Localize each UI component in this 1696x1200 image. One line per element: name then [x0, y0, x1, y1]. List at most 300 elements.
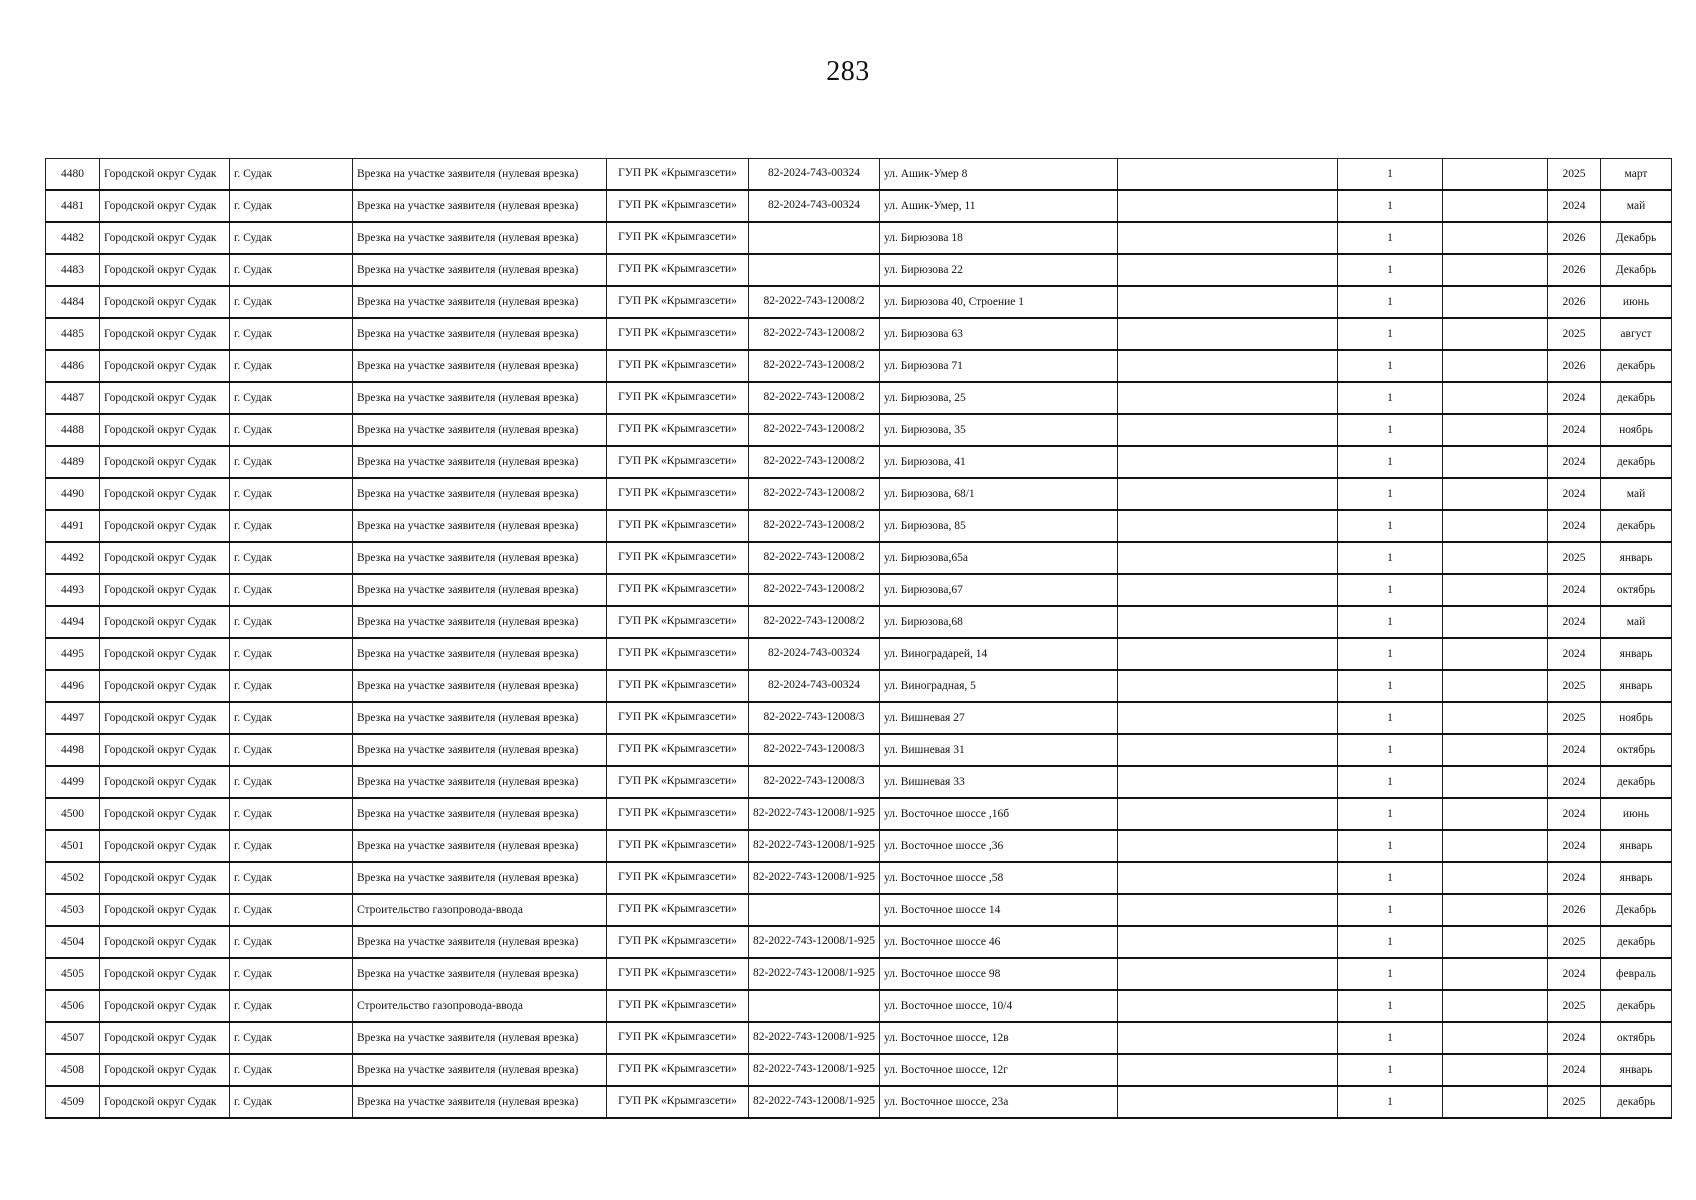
- quantity-cell: 1: [1338, 222, 1443, 254]
- address-cell: ул. Бирюзова,68: [880, 606, 1118, 638]
- blank-cell: [1118, 222, 1338, 254]
- row-number-cell: 4504: [46, 926, 100, 958]
- city-cell: г. Судак: [230, 990, 353, 1022]
- organization-cell: ГУП РК «Крымгазсети»: [607, 318, 749, 350]
- year-cell: 2024: [1548, 382, 1601, 414]
- month-cell: декабрь: [1601, 766, 1672, 798]
- blank-cell: [1118, 894, 1338, 926]
- city-cell: г. Судак: [230, 926, 353, 958]
- quantity-cell: 1: [1338, 734, 1443, 766]
- year-cell: 2025: [1548, 1086, 1601, 1118]
- month-cell: февраль: [1601, 958, 1672, 990]
- organization-cell: ГУП РК «Крымгазсети»: [607, 510, 749, 542]
- district-cell: Городской округ Судак: [100, 542, 230, 574]
- blank-cell: [1443, 606, 1548, 638]
- quantity-cell: 1: [1338, 159, 1443, 191]
- city-cell: г. Судак: [230, 1086, 353, 1118]
- registration-number-cell: 82-2024-743-00324: [749, 190, 880, 222]
- month-cell: январь: [1601, 542, 1672, 574]
- city-cell: г. Судак: [230, 382, 353, 414]
- organization-cell: ГУП РК «Крымгазсети»: [607, 222, 749, 254]
- blank-cell: [1118, 798, 1338, 830]
- month-cell: декабрь: [1601, 510, 1672, 542]
- registration-number-cell: 82-2022-743-12008/2: [749, 606, 880, 638]
- year-cell: 2024: [1548, 190, 1601, 222]
- registration-number-cell: 82-2022-743-12008/1-925: [749, 926, 880, 958]
- work-type-cell: Врезка на участке заявителя (нулевая врезка): [353, 159, 607, 191]
- year-cell: 2024: [1548, 478, 1601, 510]
- table-row: [46, 766, 1672, 798]
- blank-cell: [1443, 670, 1548, 702]
- quantity-cell: 1: [1338, 254, 1443, 286]
- month-cell: январь: [1601, 862, 1672, 894]
- year-cell: 2026: [1548, 222, 1601, 254]
- quantity-cell: 1: [1338, 670, 1443, 702]
- work-type-cell: Врезка на участке заявителя (нулевая врезка): [353, 510, 607, 542]
- row-number-cell: 4493: [46, 574, 100, 606]
- table-row: [46, 1054, 1672, 1086]
- registration-number-cell: 82-2022-743-12008/2: [749, 382, 880, 414]
- work-type-cell: Врезка на участке заявителя (нулевая врезка): [353, 606, 607, 638]
- table-row: [46, 286, 1672, 318]
- year-cell: 2024: [1548, 798, 1601, 830]
- row-number-cell: 4491: [46, 510, 100, 542]
- city-cell: г. Судак: [230, 1054, 353, 1086]
- district-cell: Городской округ Судак: [100, 862, 230, 894]
- registration-number-cell: 82-2022-743-12008/3: [749, 734, 880, 766]
- district-cell: Городской округ Судак: [100, 606, 230, 638]
- quantity-cell: 1: [1338, 926, 1443, 958]
- work-type-cell: Врезка на участке заявителя (нулевая врезка): [353, 766, 607, 798]
- row-number-cell: 4483: [46, 254, 100, 286]
- row-number-cell: 4507: [46, 1022, 100, 1054]
- row-number-cell: 4486: [46, 350, 100, 382]
- table-row: [46, 702, 1672, 734]
- month-cell: январь: [1601, 638, 1672, 670]
- registration-number-cell: 82-2022-743-12008/2: [749, 414, 880, 446]
- registration-number-cell: [749, 894, 880, 926]
- blank-cell: [1443, 414, 1548, 446]
- blank-cell: [1443, 574, 1548, 606]
- month-cell: август: [1601, 318, 1672, 350]
- year-cell: 2025: [1548, 702, 1601, 734]
- city-cell: г. Судак: [230, 830, 353, 862]
- row-number-cell: 4485: [46, 318, 100, 350]
- register-body: [46, 159, 1672, 1119]
- blank-cell: [1118, 510, 1338, 542]
- blank-cell: [1118, 446, 1338, 478]
- blank-cell: [1118, 542, 1338, 574]
- address-cell: ул. Вишневая 31: [880, 734, 1118, 766]
- address-cell: ул. Бирюзова 18: [880, 222, 1118, 254]
- blank-cell: [1118, 382, 1338, 414]
- row-number-cell: 4501: [46, 830, 100, 862]
- district-cell: Городской округ Судак: [100, 159, 230, 191]
- address-cell: ул. Восточное шоссе 14: [880, 894, 1118, 926]
- month-cell: июнь: [1601, 798, 1672, 830]
- year-cell: 2026: [1548, 254, 1601, 286]
- work-type-cell: Врезка на участке заявителя (нулевая врезка): [353, 414, 607, 446]
- row-number-cell: 4503: [46, 894, 100, 926]
- district-cell: Городской округ Судак: [100, 926, 230, 958]
- registration-number-cell: 82-2022-743-12008/2: [749, 478, 880, 510]
- year-cell: 2025: [1548, 670, 1601, 702]
- registration-number-cell: 82-2022-743-12008/2: [749, 286, 880, 318]
- month-cell: декабрь: [1601, 446, 1672, 478]
- year-cell: 2024: [1548, 574, 1601, 606]
- blank-cell: [1118, 190, 1338, 222]
- work-type-cell: Врезка на участке заявителя (нулевая врезка): [353, 798, 607, 830]
- city-cell: г. Судак: [230, 478, 353, 510]
- blank-cell: [1118, 734, 1338, 766]
- work-type-cell: Врезка на участке заявителя (нулевая врезка): [353, 702, 607, 734]
- month-cell: январь: [1601, 670, 1672, 702]
- month-cell: Декабрь: [1601, 222, 1672, 254]
- city-cell: г. Судак: [230, 510, 353, 542]
- blank-cell: [1118, 1022, 1338, 1054]
- table-row: [46, 574, 1672, 606]
- quantity-cell: 1: [1338, 350, 1443, 382]
- table-row: [46, 542, 1672, 574]
- year-cell: 2024: [1548, 414, 1601, 446]
- work-type-cell: Врезка на участке заявителя (нулевая врезка): [353, 830, 607, 862]
- year-cell: 2025: [1548, 926, 1601, 958]
- work-type-cell: Врезка на участке заявителя (нулевая врезка): [353, 382, 607, 414]
- organization-cell: ГУП РК «Крымгазсети»: [607, 766, 749, 798]
- organization-cell: ГУП РК «Крымгазсети»: [607, 446, 749, 478]
- blank-cell: [1118, 286, 1338, 318]
- table-row: [46, 734, 1672, 766]
- quantity-cell: 1: [1338, 990, 1443, 1022]
- city-cell: г. Судак: [230, 1022, 353, 1054]
- district-cell: Городской округ Судак: [100, 990, 230, 1022]
- organization-cell: ГУП РК «Крымгазсети»: [607, 382, 749, 414]
- city-cell: г. Судак: [230, 350, 353, 382]
- work-type-cell: Строительство газопровода-ввода: [353, 894, 607, 926]
- table-row: [46, 190, 1672, 222]
- city-cell: г. Судак: [230, 894, 353, 926]
- city-cell: г. Судак: [230, 222, 353, 254]
- quantity-cell: 1: [1338, 894, 1443, 926]
- month-cell: январь: [1601, 1054, 1672, 1086]
- district-cell: Городской округ Судак: [100, 1022, 230, 1054]
- address-cell: ул. Восточное шоссе 46: [880, 926, 1118, 958]
- address-cell: ул. Ашик-Умер 8: [880, 159, 1118, 191]
- organization-cell: ГУП РК «Крымгазсети»: [607, 1086, 749, 1118]
- quantity-cell: 1: [1338, 830, 1443, 862]
- blank-cell: [1443, 702, 1548, 734]
- table-row: [46, 894, 1672, 926]
- blank-cell: [1118, 254, 1338, 286]
- city-cell: г. Судак: [230, 606, 353, 638]
- table-row: [46, 414, 1672, 446]
- work-type-cell: Врезка на участке заявителя (нулевая врезка): [353, 734, 607, 766]
- blank-cell: [1443, 478, 1548, 510]
- blank-cell: [1443, 318, 1548, 350]
- table-row: [46, 958, 1672, 990]
- registration-number-cell: 82-2022-743-12008/2: [749, 542, 880, 574]
- quantity-cell: 1: [1338, 862, 1443, 894]
- month-cell: январь: [1601, 830, 1672, 862]
- quantity-cell: 1: [1338, 606, 1443, 638]
- blank-cell: [1443, 286, 1548, 318]
- quantity-cell: 1: [1338, 190, 1443, 222]
- table-row: [46, 862, 1672, 894]
- organization-cell: ГУП РК «Крымгазсети»: [607, 574, 749, 606]
- district-cell: Городской округ Судак: [100, 510, 230, 542]
- blank-cell: [1118, 830, 1338, 862]
- address-cell: ул. Восточное шоссе 98: [880, 958, 1118, 990]
- table-row: [46, 1086, 1672, 1118]
- blank-cell: [1443, 1022, 1548, 1054]
- registration-number-cell: 82-2022-743-12008/1-925: [749, 1022, 880, 1054]
- month-cell: Декабрь: [1601, 894, 1672, 926]
- district-cell: Городской округ Судак: [100, 350, 230, 382]
- month-cell: октябрь: [1601, 574, 1672, 606]
- blank-cell: [1443, 1054, 1548, 1086]
- table-row: [46, 478, 1672, 510]
- registration-number-cell: 82-2024-743-00324: [749, 670, 880, 702]
- registration-number-cell: 82-2022-743-12008/1-925: [749, 862, 880, 894]
- city-cell: г. Судак: [230, 446, 353, 478]
- month-cell: декабрь: [1601, 926, 1672, 958]
- work-type-cell: Врезка на участке заявителя (нулевая врезка): [353, 318, 607, 350]
- row-number-cell: 4506: [46, 990, 100, 1022]
- row-number-cell: 4505: [46, 958, 100, 990]
- city-cell: г. Судак: [230, 190, 353, 222]
- month-cell: май: [1601, 190, 1672, 222]
- address-cell: ул. Бирюзова 22: [880, 254, 1118, 286]
- table-row: [46, 222, 1672, 254]
- registration-number-cell: 82-2022-743-12008/3: [749, 766, 880, 798]
- city-cell: г. Судак: [230, 159, 353, 191]
- organization-cell: ГУП РК «Крымгазсети»: [607, 159, 749, 191]
- registration-number-cell: 82-2024-743-00324: [749, 159, 880, 191]
- registration-number-cell: 82-2022-743-12008/1-925: [749, 798, 880, 830]
- blank-cell: [1443, 894, 1548, 926]
- blank-cell: [1443, 254, 1548, 286]
- address-cell: ул. Бирюзова,67: [880, 574, 1118, 606]
- organization-cell: ГУП РК «Крымгазсети»: [607, 414, 749, 446]
- city-cell: г. Судак: [230, 734, 353, 766]
- year-cell: 2024: [1548, 830, 1601, 862]
- blank-cell: [1443, 382, 1548, 414]
- district-cell: Городской округ Судак: [100, 702, 230, 734]
- row-number-cell: 4496: [46, 670, 100, 702]
- address-cell: ул. Виноградарей, 14: [880, 638, 1118, 670]
- address-cell: ул. Бирюзова, 68/1: [880, 478, 1118, 510]
- address-cell: ул. Бирюзова, 85: [880, 510, 1118, 542]
- table-row: [46, 254, 1672, 286]
- city-cell: г. Судак: [230, 574, 353, 606]
- table-row: [46, 510, 1672, 542]
- organization-cell: ГУП РК «Крымгазсети»: [607, 1054, 749, 1086]
- year-cell: 2025: [1548, 990, 1601, 1022]
- address-cell: ул. Восточное шоссе ,16б: [880, 798, 1118, 830]
- work-type-cell: Врезка на участке заявителя (нулевая врезка): [353, 670, 607, 702]
- year-cell: 2025: [1548, 542, 1601, 574]
- month-cell: октябрь: [1601, 1022, 1672, 1054]
- organization-cell: ГУП РК «Крымгазсети»: [607, 542, 749, 574]
- row-number-cell: 4480: [46, 159, 100, 191]
- district-cell: Городской округ Судак: [100, 670, 230, 702]
- district-cell: Городской округ Судак: [100, 318, 230, 350]
- month-cell: май: [1601, 478, 1672, 510]
- quantity-cell: 1: [1338, 286, 1443, 318]
- blank-cell: [1118, 574, 1338, 606]
- quantity-cell: 1: [1338, 574, 1443, 606]
- district-cell: Городской округ Судак: [100, 798, 230, 830]
- quantity-cell: 1: [1338, 542, 1443, 574]
- district-cell: Городской округ Судак: [100, 382, 230, 414]
- year-cell: 2025: [1548, 159, 1601, 191]
- work-type-cell: Врезка на участке заявителя (нулевая врезка): [353, 190, 607, 222]
- district-cell: Городской округ Судак: [100, 478, 230, 510]
- city-cell: г. Судак: [230, 958, 353, 990]
- quantity-cell: 1: [1338, 478, 1443, 510]
- table-row: [46, 670, 1672, 702]
- year-cell: 2024: [1548, 766, 1601, 798]
- organization-cell: ГУП РК «Крымгазсети»: [607, 606, 749, 638]
- blank-cell: [1118, 702, 1338, 734]
- city-cell: г. Судак: [230, 638, 353, 670]
- quantity-cell: 1: [1338, 510, 1443, 542]
- blank-cell: [1443, 446, 1548, 478]
- register-table: [45, 158, 1672, 1119]
- registration-number-cell: 82-2022-743-12008/2: [749, 318, 880, 350]
- month-cell: ноябрь: [1601, 414, 1672, 446]
- work-type-cell: Врезка на участке заявителя (нулевая врезка): [353, 1054, 607, 1086]
- row-number-cell: 4502: [46, 862, 100, 894]
- work-type-cell: Врезка на участке заявителя (нулевая врезка): [353, 286, 607, 318]
- table-row: [46, 318, 1672, 350]
- year-cell: 2026: [1548, 286, 1601, 318]
- work-type-cell: Врезка на участке заявителя (нулевая врезка): [353, 254, 607, 286]
- blank-cell: [1443, 350, 1548, 382]
- organization-cell: ГУП РК «Крымгазсети»: [607, 702, 749, 734]
- blank-cell: [1443, 798, 1548, 830]
- city-cell: г. Судак: [230, 318, 353, 350]
- city-cell: г. Судак: [230, 542, 353, 574]
- district-cell: Городской округ Судак: [100, 254, 230, 286]
- district-cell: Городской округ Судак: [100, 574, 230, 606]
- blank-cell: [1118, 670, 1338, 702]
- address-cell: ул. Восточное шоссе, 10/4: [880, 990, 1118, 1022]
- address-cell: ул. Виноградная, 5: [880, 670, 1118, 702]
- month-cell: октябрь: [1601, 734, 1672, 766]
- work-type-cell: Врезка на участке заявителя (нулевая врезка): [353, 1022, 607, 1054]
- table-row: [46, 606, 1672, 638]
- district-cell: Городской округ Судак: [100, 638, 230, 670]
- quantity-cell: 1: [1338, 766, 1443, 798]
- year-cell: 2024: [1548, 862, 1601, 894]
- address-cell: ул. Бирюзова 63: [880, 318, 1118, 350]
- blank-cell: [1443, 862, 1548, 894]
- work-type-cell: Врезка на участке заявителя (нулевая врезка): [353, 222, 607, 254]
- organization-cell: ГУП РК «Крымгазсети»: [607, 990, 749, 1022]
- district-cell: Городской округ Судак: [100, 190, 230, 222]
- quantity-cell: 1: [1338, 1022, 1443, 1054]
- work-type-cell: Врезка на участке заявителя (нулевая врезка): [353, 1086, 607, 1118]
- district-cell: Городской округ Судак: [100, 286, 230, 318]
- city-cell: г. Судак: [230, 798, 353, 830]
- address-cell: ул. Восточное шоссе, 12г: [880, 1054, 1118, 1086]
- quantity-cell: 1: [1338, 1086, 1443, 1118]
- month-cell: декабрь: [1601, 990, 1672, 1022]
- row-number-cell: 4495: [46, 638, 100, 670]
- address-cell: ул. Вишневая 33: [880, 766, 1118, 798]
- registration-number-cell: 82-2022-743-12008/3: [749, 702, 880, 734]
- year-cell: 2024: [1548, 958, 1601, 990]
- table-row: [46, 830, 1672, 862]
- table-row: [46, 1022, 1672, 1054]
- blank-cell: [1118, 1086, 1338, 1118]
- quantity-cell: 1: [1338, 1054, 1443, 1086]
- registration-number-cell: 82-2022-743-12008/1-925: [749, 1054, 880, 1086]
- work-type-cell: Врезка на участке заявителя (нулевая врезка): [353, 862, 607, 894]
- address-cell: ул. Восточное шоссе, 12в: [880, 1022, 1118, 1054]
- blank-cell: [1443, 510, 1548, 542]
- organization-cell: ГУП РК «Крымгазсети»: [607, 958, 749, 990]
- city-cell: г. Судак: [230, 254, 353, 286]
- blank-cell: [1443, 1086, 1548, 1118]
- work-type-cell: Врезка на участке заявителя (нулевая врезка): [353, 958, 607, 990]
- row-number-cell: 4500: [46, 798, 100, 830]
- year-cell: 2025: [1548, 318, 1601, 350]
- month-cell: май: [1601, 606, 1672, 638]
- organization-cell: ГУП РК «Крымгазсети»: [607, 798, 749, 830]
- district-cell: Городской округ Судак: [100, 958, 230, 990]
- address-cell: ул. Бирюзова, 35: [880, 414, 1118, 446]
- month-cell: декабрь: [1601, 350, 1672, 382]
- district-cell: Городской округ Судак: [100, 414, 230, 446]
- blank-cell: [1118, 350, 1338, 382]
- table-row: [46, 382, 1672, 414]
- row-number-cell: 4509: [46, 1086, 100, 1118]
- registration-number-cell: 82-2024-743-00324: [749, 638, 880, 670]
- registration-number-cell: 82-2022-743-12008/1-925: [749, 830, 880, 862]
- year-cell: 2024: [1548, 446, 1601, 478]
- address-cell: ул. Восточное шоссе ,58: [880, 862, 1118, 894]
- table-row: [46, 446, 1672, 478]
- registration-number-cell: 82-2022-743-12008/2: [749, 350, 880, 382]
- blank-cell: [1118, 638, 1338, 670]
- district-cell: Городской округ Судак: [100, 1086, 230, 1118]
- district-cell: Городской округ Судак: [100, 734, 230, 766]
- row-number-cell: 4508: [46, 1054, 100, 1086]
- organization-cell: ГУП РК «Крымгазсети»: [607, 1022, 749, 1054]
- quantity-cell: 1: [1338, 318, 1443, 350]
- district-cell: Городской округ Судак: [100, 766, 230, 798]
- organization-cell: ГУП РК «Крымгазсети»: [607, 286, 749, 318]
- blank-cell: [1118, 958, 1338, 990]
- address-cell: ул. Бирюзова 40, Строение 1: [880, 286, 1118, 318]
- work-type-cell: Врезка на участке заявителя (нулевая врезка): [353, 574, 607, 606]
- registration-number-cell: 82-2022-743-12008/2: [749, 446, 880, 478]
- blank-cell: [1118, 478, 1338, 510]
- quantity-cell: 1: [1338, 798, 1443, 830]
- district-cell: Городской округ Судак: [100, 222, 230, 254]
- row-number-cell: 4490: [46, 478, 100, 510]
- registration-number-cell: 82-2022-743-12008/1-925: [749, 1086, 880, 1118]
- address-cell: ул. Бирюзова 71: [880, 350, 1118, 382]
- row-number-cell: 4499: [46, 766, 100, 798]
- registration-number-cell: [749, 222, 880, 254]
- month-cell: ноябрь: [1601, 702, 1672, 734]
- blank-cell: [1443, 766, 1548, 798]
- blank-cell: [1118, 159, 1338, 191]
- organization-cell: ГУП РК «Крымгазсети»: [607, 190, 749, 222]
